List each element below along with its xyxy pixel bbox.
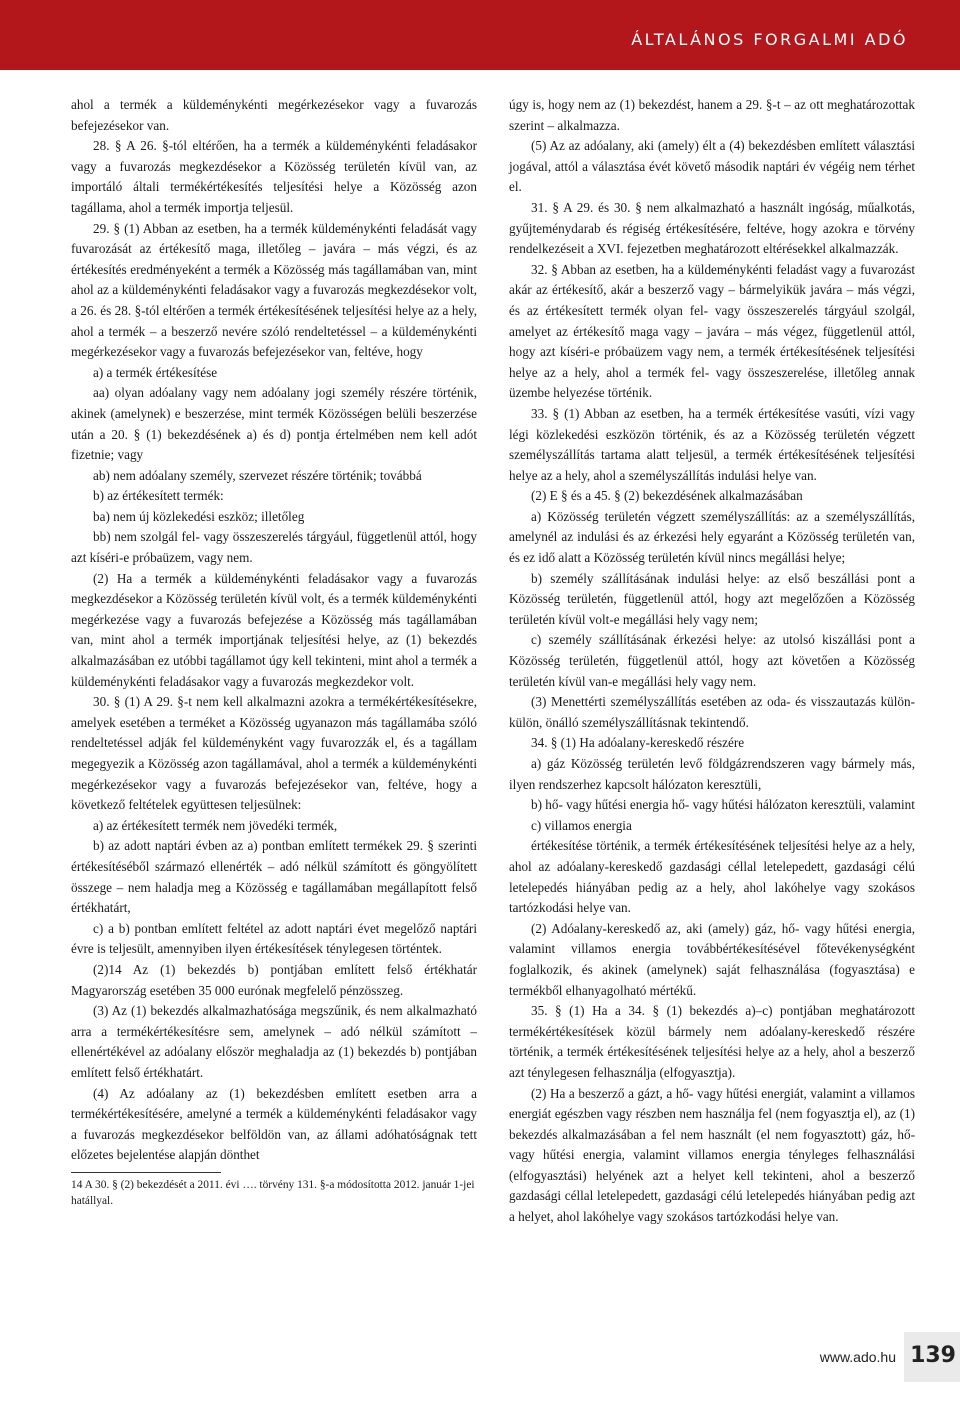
paragraph: (3) Az (1) bekezdés alkalmazhatósága megszűnik, és nem alkalmazható arra a termékértékesítésre sem, amelynek – adó nélkül számított – ellenértékével az adóalany először meghaladja az (1) bekezdés b) pontjában említett felső értékhatárt.: [71, 1003, 477, 1080]
paragraph: (2) E § és a 45. § (2) bekezdésének alkalmazásában: [531, 488, 803, 504]
paragraph: ba) nem új közlekedési eszköz; illetőleg: [93, 508, 305, 524]
paragraph: a) Közösség területén végzett személyszállítás: az a személyszállítás, amelynél az indulási és az érkezési hely egyaránt a Közösség területén van, és ez idő alatt a Közösség területén kívül nincs megállási helye;: [509, 508, 915, 566]
footnote-divider: [71, 1172, 221, 1173]
paragraph: (5) Az az adóalany, aki (amely) élt a (4) bekezdésben említett választási jogával, attól a választása évét követő második naptári év végéig nem térhet el.: [509, 138, 915, 195]
paragraph: 30. § (1) A 29. §-t nem kell alkalmazni azokra a termékértékesítésekre, amelyek esetében a terméket a Közösség ugyanazon más tagállamába szóló rendeltetéssel adják fel küldeményként vagy fuvarozzák el, és a tagállam megegyezik a Közösség azon tagállamával, ahol a termék a küldeménykénti megérkezésekor vagy a fuvarozás befejezésekor van, feltéve, hogy a következő feltételek együttesen teljesülnek:: [71, 694, 477, 813]
paragraph: c) villamos energia: [531, 817, 632, 833]
paragraph: (2) Ha a beszerző a gázt, a hő- vagy hűtési energiát, valamint a villamos energiát egészben vagy részben nem használja fel (nem fogyasztja el), az (1) bekezdés alkalmazásában a fel nem használt (el nem fogyasztott) gáz, hő- vagy hűtési energia, valamint villamos energia tényleges felhasználási (elfogyasztási) helyének azt a helyet kell tekinteni, ahol a beszerző gazdasági céllal letelepedett, gazdasági célú letelepedés hiányában pedig azt a helyet, ahol lakóhelye vagy szokásos tartózkodási helye van.: [509, 1085, 915, 1225]
paragraph: 29. § (1) Abban az esetben, ha a termék küldeménykénti feladását vagy fuvarozását az értékesítő maga, illetőleg – javára – más végzi, és az értékesítés eredményeként a termék a Közösség más tagállamában van, mint ahol az a küldeménykénti feladásakor vagy a fuvarozás megkezdésekor volt, a 26. és 28. §-tól eltérően a termék értékesítésének teljesítési helye az a hely, ahol a termék – a beszerző nevére szóló rendeltetéssel – a küldeménykénti megérkezésekor vagy a fuvarozás befejezésekor van, feltéve, hogy: [71, 220, 477, 360]
paragraph: b) az adott naptári évben az a) pontban említett termékek 29. § szerinti értékesítéséből származó ellenérték – adó nélkül számított és göngyölített összege – nem haladja meg a Közösség e tagállamában megállapított felső értékhatárt,: [71, 838, 477, 916]
paragraph: 34. § (1) Ha adóalany-kereskedő részére: [531, 735, 745, 751]
paragraph: b) az értékesített termék:: [93, 488, 224, 504]
page-number: 139: [910, 1343, 956, 1368]
paragraph: 32. § Abban az esetben, ha a küldeménykénti feladást vagy a fuvarozást akár az értékesítő, akár a beszerző vagy – bármelyikük javára – más végzi, és az értékesített termék olyan fel- vagy összeszerelés tárgyául szolgál, amelyet az értékesítő maga vagy – javára – más végez, függetlenül attól, hogy azt kíséri-e próbaüzem vagy nem, a termék értékesítésének teljesítési helye az a hely, ahol a termék fel- vagy összeszerelése, illetőleg annak üzembe helyezése történik.: [509, 261, 915, 401]
paragraph: c) személy szállításának érkezési helye: az utolsó kiszállási pont a Közösség területén, függetlenül attól, hogy azt követően a Közösség területén kívül van-e megállási hely vagy nem.: [509, 632, 915, 689]
paragraph: aa) olyan adóalany vagy nem adóalany jogi személy részére történik, akinek (amelynek) e beszerzése, mint termék Közösségen belüli beszerzése után a 20. § (1) bekezdésének a) és d) pontja értelmében nem kell adót fizetnie; vagy: [71, 385, 477, 463]
paragraph: 35. § (1) Ha a 34. § (1) bekezdés a)–c) pontjában meghatározott termékértékesítések közül bármely nem adóalany-kereskedő részére történik, a termék értékesítésének teljesítési helye az a hely, ahol a beszerző azt ténylegesen felhasználja (elfogyasztja).: [509, 1003, 915, 1080]
footer-url[interactable]: www.ado.hu: [819, 1349, 896, 1365]
paragraph: ab) nem adóalany személy, szervezet részére történik; továbbá: [93, 467, 422, 483]
paragraph: (3) Menettérti személyszállítás esetében az oda- és visszautazás külön-külön, önálló személyszállításnak tekintendő.: [509, 694, 915, 730]
paragraph: b) személy szállításának indulási helye: az első beszállási pont a Közösség területén, függetlenül attól, hogy azt megelőzően a Közösség területén kívül volt-e megállási hely vagy nem;: [509, 570, 915, 627]
paragraph: a) a termék értékesítése: [93, 364, 218, 380]
left-column: [71, 95, 477, 1209]
paragraph: (2) Ha a termék a küldeménykénti feladásakor vagy a fuvarozás megkezdésekor a Közösség területén kívül volt, és a termék küldeménykénti megérkezése vagy a fuvarozás befejezése a Közösség más tagállamában van, mint ahol a termék importjának teljesítési helye, az (1) bekezdés alkalmazásában ez utóbbi tagállamot úgy kell tekinteni, mint ahol a termék a küldeménykénti feladásakor vagy a fuvarozás megkezdekor volt.: [71, 570, 477, 689]
paragraph: bb) nem szolgál fel- vagy összeszerelés tárgyául, függetlenül attól, hogy azt kíséri-e próbaüzem, vagy nem.: [71, 529, 477, 566]
paragraph: a) gáz Közösség területén levő földgázrendszeren vagy bármely más, ilyen rendszerhez kapcsolt hálózaton keresztüli,: [509, 756, 915, 792]
paragraph: értékesítése történik, a termék értékesítésének teljesítési helye az a hely, ahol az adóalany-kereskedő gazdasági céllal letelepedett, gazdasági célú letelepedés hiányában pedig az a hely, ahol lakóhelye vagy szokásos tartózkodási helye van.: [509, 838, 915, 916]
footnote: 14 A 30. § (2) bekezdését a 2011. évi …. törvény 131. §-a módosította 2012. január 1-jei hatállyal.: [71, 1178, 475, 1207]
paragraph: 31. § A 29. és 30. § nem alkalmazható a használt ingóság, műalkotás, gyűjteménydarab és régiség értékesítésére, feltéve, hogy azokra e törvény rendelkezéseit a XVI. fejezetben meghatározott eltérésekkel alkalmazzák.: [509, 199, 915, 257]
paragraph: c) a b) pontban említett feltétel az adott naptári évet megelőző naptári évre is teljesült, amennyiben ilyen értékesítések ténylegesen történtek.: [71, 920, 477, 957]
paragraph: (4) Az adóalany az (1) bekezdésben említett esetben arra a termékértékesítésére, amelyné a termék a küldeménykénti feladásakor vagy a fuvarozás megkezdésekor belföldön van, az állami adóhatóságnak tett előzetes bejelentése alapján dönthet: [71, 1085, 477, 1163]
paragraph: úgy is, hogy nem az (1) bekezdést, hanem a 29. §-t – az ott meghatározottak szerint – alkalmazza.: [509, 97, 915, 133]
paragraph: a) az értékesített termék nem jövedéki termék,: [93, 817, 338, 833]
paragraph: 33. § (1) Abban az esetben, ha a termék értékesítése vasúti, vízi vagy légi közlekedési eszközön történik, és az a Közösség területén végzett személyszállítás tartama alatt teljesül, a termék értékesítésének teljesítési helye az a hely, ahol a személyszállítás indulási helye van.: [509, 405, 915, 483]
paragraph: 28. § A 26. §-tól eltérően, ha a termék a küldeménykénti feladásakor vagy a fuvarozás megkezdésekor a Közösség területén kívül van, az importáló általi termékértékesítés teljesítési helye a Közösség azon tagállama, ahol a termék importja teljesül.: [71, 138, 477, 215]
right-column: [509, 95, 915, 1228]
paragraph: (2) Adóalany-kereskedő az, aki (amely) gáz, hő- vagy hűtési energia, valamint villamos energia továbbértékesítésével főtevékenységként foglalkozik, és akinek (amelynek) saját felhasználása (fogyasztása) e termékből elhanyagolható mértékű.: [509, 920, 915, 998]
paragraph: (2)14 Az (1) bekezdés b) pontjában említett felső értékhatár Magyarország esetében 35 000 eurónak megfelelő pénzösszeg.: [71, 961, 477, 998]
paragraph: ahol a termék a küldeménykénti megérkezésekor vagy a fuvarozás befejezésekor van.: [71, 97, 477, 133]
header-title: ÁLTALÁNOS FORGALMI ADÓ: [631, 30, 908, 49]
paragraph: b) hő- vagy hűtési energia hő- vagy hűtési hálózaton keresztüli, valamint: [531, 797, 915, 813]
